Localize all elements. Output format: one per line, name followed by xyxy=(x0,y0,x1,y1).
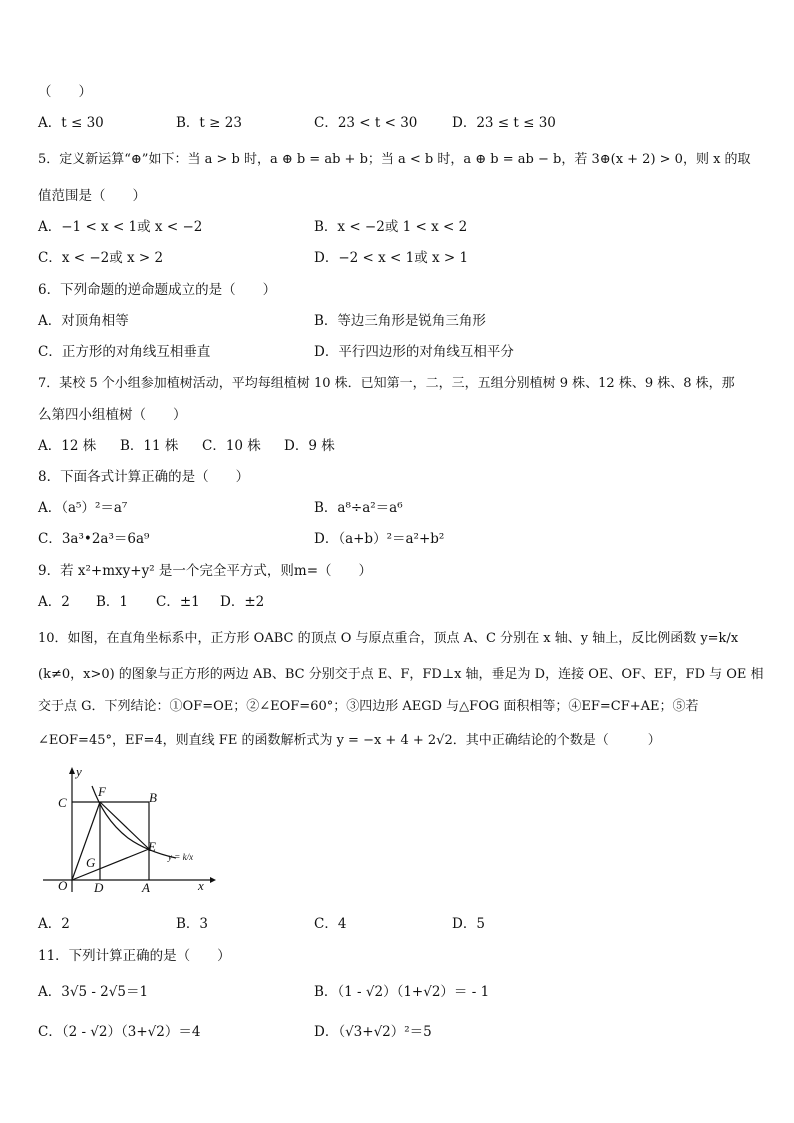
q11-stem: 11．下列计算正确的是（ ） xyxy=(38,948,231,964)
q5-option-a: A．−1 < x < 1或 x < −2 xyxy=(38,219,203,235)
q6-option-c: C．正方形的对角线互相垂直 xyxy=(38,344,211,360)
label-curve: y = k/x xyxy=(168,852,194,862)
q5-stem-line2: 值范围是（ ） xyxy=(38,188,146,204)
q7-stem-line2: 么第四小组植树（ ） xyxy=(38,407,187,423)
q9-option-b: B．1 xyxy=(96,594,129,610)
q10-figure xyxy=(38,762,218,898)
q8-option-d: D．（a+b）²＝a²+b² xyxy=(314,531,445,547)
q10-stem-line2: (k≠0，x>0) 的图象与正方形的两边 AB、BC 分别交于点 E、F，FD⊥x 轴，垂足为 D，连接 OE、OF、EF，FD 与 OE 相 xyxy=(38,667,764,682)
q6-option-b: B．等边三角形是锐角三角形 xyxy=(314,313,486,329)
q5-option-d: D．−2 < x < 1或 x > 1 xyxy=(314,250,469,266)
label-e: E xyxy=(148,839,156,854)
q8-option-c: C．3a³•2a³＝6a⁹ xyxy=(38,531,150,547)
q10-option-d: D．5 xyxy=(452,916,485,932)
q7-stem-line1: 7．某校 5 个小组参加植树活动，平均每组植树 10 株．已知第一，二，三，五组分别植树 9 株、12 株、9 株、8 株，那 xyxy=(38,376,735,391)
y-axis-arrow xyxy=(69,767,75,774)
q8-option-b: B．a⁸÷a²＝a⁶ xyxy=(314,500,403,516)
q4-option-b: B．t ≥ 23 xyxy=(176,115,242,131)
square-oabc xyxy=(72,802,149,880)
label-a: A xyxy=(142,880,150,895)
q4-option-a: A．t ≤ 30 xyxy=(38,115,104,131)
label-d: D xyxy=(94,880,104,895)
label-g: G xyxy=(86,855,96,870)
q9-option-a: A．2 xyxy=(38,594,70,610)
q9-option-c: C．±1 xyxy=(156,594,200,610)
q10-option-c: C．4 xyxy=(314,916,347,932)
q6-option-a: A．对顶角相等 xyxy=(38,313,129,329)
q10-option-a: A．2 xyxy=(38,916,70,932)
label-f: F xyxy=(98,784,106,799)
q8-stem: 8．下面各式计算正确的是（ ） xyxy=(38,469,250,485)
label-o: O xyxy=(58,878,68,893)
q4-paren: （ ） xyxy=(38,84,92,100)
q7-option-a: A．12 株 xyxy=(38,438,97,454)
q11-option-a: A．3√5 - 2√5＝1 xyxy=(38,984,149,1000)
q10-stem-line3: 交于点 G．下列结论：①OF=OE；②∠EOF=60°；③四边形 AEGD 与△FOG 面积相等；④EF=CF+AE；⑤若 xyxy=(38,699,699,714)
segment-ef xyxy=(100,802,149,849)
q9-stem: 9．若 x²+mxy+y² 是一个完全平方式，则m=（ ） xyxy=(38,563,373,579)
q11-option-d: D．（√3+√2）²＝5 xyxy=(314,1024,432,1040)
segment-oe xyxy=(72,849,149,880)
label-y: y xyxy=(76,764,82,779)
q8-option-a: A．（a⁵）²＝a⁷ xyxy=(38,500,128,516)
q5-option-b: B．x < −2或 1 < x < 2 xyxy=(314,219,468,235)
q5-stem-line1: 5．定义新运算“⊕”如下：当 a > b 时，a ⊕ b = ab + b；当 a < b 时，a ⊕ b = ab − b，若 3⊕(x + 2) > 0，则 x 的取 xyxy=(38,152,751,167)
q11-option-c: C．（2 - √2）（3+√2）＝4 xyxy=(38,1024,201,1040)
q7-option-b: B．11 株 xyxy=(120,438,179,454)
label-b: B xyxy=(149,790,157,805)
q10-stem-line4: ∠EOF=45°，EF=4，则直线 FE 的函数解析式为 y = −x + 4 + 2√2．其中正确结论的个数是（ ） xyxy=(38,733,661,748)
q5-option-c: C．x < −2或 x > 2 xyxy=(38,250,164,266)
q10-option-b: B．3 xyxy=(176,916,209,932)
label-x: x xyxy=(198,878,204,893)
q4-option-c: C．23 < t < 30 xyxy=(314,115,418,131)
q7-option-c: C．10 株 xyxy=(202,438,261,454)
q7-option-d: D．9 株 xyxy=(284,438,335,454)
q6-option-d: D．平行四边形的对角线互相平分 xyxy=(314,344,514,360)
q10-stem-line1: 10．如图，在直角坐标系中，正方形 OABC 的顶点 O 与原点重合，顶点 A、C 分别在 x 轴、y 轴上，反比例函数 y=k/x xyxy=(38,631,739,646)
x-axis-arrow xyxy=(210,877,216,883)
q11-option-b: B．（1 - √2）（1+√2）＝ - 1 xyxy=(314,984,490,1000)
q6-stem: 6．下列命题的逆命题成立的是（ ） xyxy=(38,282,277,298)
q4-option-d: D．23 ≤ t ≤ 30 xyxy=(452,115,556,131)
label-c: C xyxy=(58,795,67,810)
q9-option-d: D．±2 xyxy=(220,594,265,610)
